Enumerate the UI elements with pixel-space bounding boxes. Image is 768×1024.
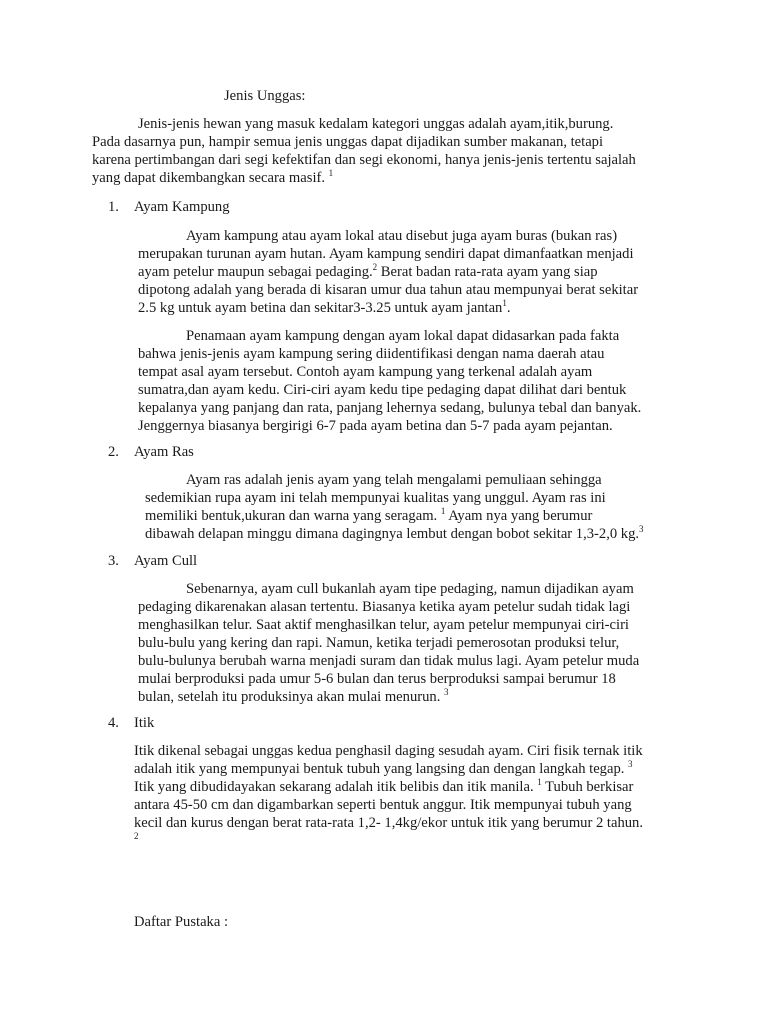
list-number: 2. [108, 444, 119, 460]
paragraph-line: mulai berproduksi pada umur 5-6 bulan dan terus berproduksi sampai berumur 18 [138, 671, 616, 687]
list-number: 3. [108, 553, 119, 569]
paragraph-line: Penamaan ayam kampung dengan ayam lokal dapat didasarkan pada fakta [186, 328, 620, 344]
footnote-ref: 3 [444, 687, 449, 697]
subsection-title: Ayam Ras [134, 444, 194, 460]
subsection-title: Itik [134, 715, 155, 731]
paragraph-line: adalah itik yang mempunyai bentuk tubuh yang langsing dan dengan langkah tegap. $^3$ [134, 759, 633, 777]
footnote-ref: 1 [328, 168, 334, 178]
paragraph-line: 2.5 kg untuk ayam betina dan sekitar3-3.25 untuk ayam jantan$^1$. [138, 298, 511, 316]
subsection-title: Ayam Kampung [134, 199, 230, 215]
paragraph-line: bulu-bulunya berubah warna menjadi suram dan tidak mulus lagi. Ayam petelur muda [138, 653, 640, 669]
paragraph-line: Ayam kampung atau ayam lokal atau disebut juga ayam buras (bukan ras) [186, 228, 618, 244]
paragraph-line: menghasilkan telur. Saat aktif menghasilkan telur, ayam petelur mempunyai ciri-ciri [138, 617, 629, 633]
footnote-ref: 1 [440, 506, 446, 516]
footnote-ref: 1 [537, 777, 542, 787]
references-title: Daftar Pustaka : [134, 914, 229, 930]
paragraph-line: antara 45-50 cm dan digambarkan seperti bentuk anggur. Itik mempunyai tubuh yang [134, 797, 632, 813]
list-number: 1. [108, 199, 119, 215]
paragraph-line: Itik yang dibudidayakan sekarang adalah itik belibis dan itik manila. $^1$ Tubuh berkisar [134, 777, 634, 795]
paragraph-line: Ayam ras adalah jenis ayam yang telah mengalami pemuliaan sehingga [186, 472, 602, 488]
intro-line: Jenis-jenis hewan yang masuk kedalam kategori unggas adalah ayam,itik,burung. [138, 116, 614, 132]
paragraph-line: bahwa jenis-jenis ayam kampung sering diidentifikasi dengan nama daerah atau [138, 346, 605, 362]
paragraph-line: bulan, setelah itu produksinya akan mulai menurun. $^3$ [138, 687, 449, 705]
list-number: 4. [108, 715, 119, 731]
subsection-title: Ayam Cull [134, 553, 198, 569]
paragraph-line: Jenggernya biasanya bergirigi 6-7 pada ayam betina dan 5-7 pada ayam pejantan. [138, 418, 613, 434]
paragraph-line: ayam petelur maupun sebagai pedaging.$^2$ Berat badan rata-rata ayam yang siap [138, 262, 598, 280]
paragraph-line: kecil dan kurus dengan berat rata-rata 1,2- 1,4kg/ekor untuk itik yang berumur 2 tahun. [134, 815, 643, 831]
paragraph-line: sedemikian rupa ayam ini telah mempunyai kualitas yang unggul. Ayam ras ini [145, 490, 606, 506]
paragraph-line: pedaging dikarenakan alasan tertentu. Biasanya ketika ayam petelur sudah tidak lagi [138, 599, 631, 615]
paragraph-line: kepalanya yang panjang dan rata, panjang lehernya sedang, bulunya tebal dan banyak. [138, 400, 642, 416]
footnote-ref: 1 [502, 298, 507, 308]
intro-line: karena pertimbangan dari segi kefektifan dan segi ekonomi, hanya jenis-jenis tertentu sajalah [92, 152, 636, 168]
paragraph-line: bulu-bulu yang kering dan rapi. Namun, ketika terjadi pemerosotan produksi telur, [138, 635, 620, 651]
paragraph-line: Sebenarnya, ayam cull bukanlah ayam tipe pedaging, namun dijadikan ayam [186, 581, 634, 597]
intro-line: Pada dasarnya pun, hampir semua jenis unggas dapat dijadikan sumber makanan, tetapi [92, 134, 604, 150]
paragraph-line: Itik dikenal sebagai unggas kedua penghasil daging sesudah ayam. Ciri fisik ternak itik [134, 743, 643, 759]
footnote-ref: 3 [628, 759, 633, 769]
intro-line: yang dapat dikembangkan secara masif. $^1$ [92, 168, 334, 186]
footnote-ref: 2 [372, 262, 378, 272]
paragraph-line: dipotong adalah yang berada di kisaran umur dua tahun atau mempunyai berat sekitar [138, 282, 639, 298]
section-heading: Jenis Unggas: [224, 88, 306, 104]
paragraph-line: memiliki bentuk,ukuran dan warna yang seragam. $^1$ Ayam nya yang berumur [145, 506, 593, 524]
paragraph-line: dibawah delapan minggu dimana dagingnya lembut dengan bobot sekitar 1,3-2,0 kg.$^3$ [145, 524, 644, 542]
paragraph-line [134, 832, 139, 850]
footnote-ref: 3 [639, 524, 644, 534]
paragraph-line: merupakan turunan ayam hutan. Ayam kampung sendiri dapat dimanfaatkan menjadi [138, 246, 634, 262]
footnote-ref: 2 [134, 831, 139, 841]
paragraph-line: sumatra,dan ayam kedu. Ciri-ciri ayam kedu tipe pedaging dapat dilihat dari bentuk [138, 382, 627, 398]
paragraph-line: tempat asal ayam tersebut. Contoh ayam kampung yang terkenal adalah ayam [138, 364, 593, 380]
